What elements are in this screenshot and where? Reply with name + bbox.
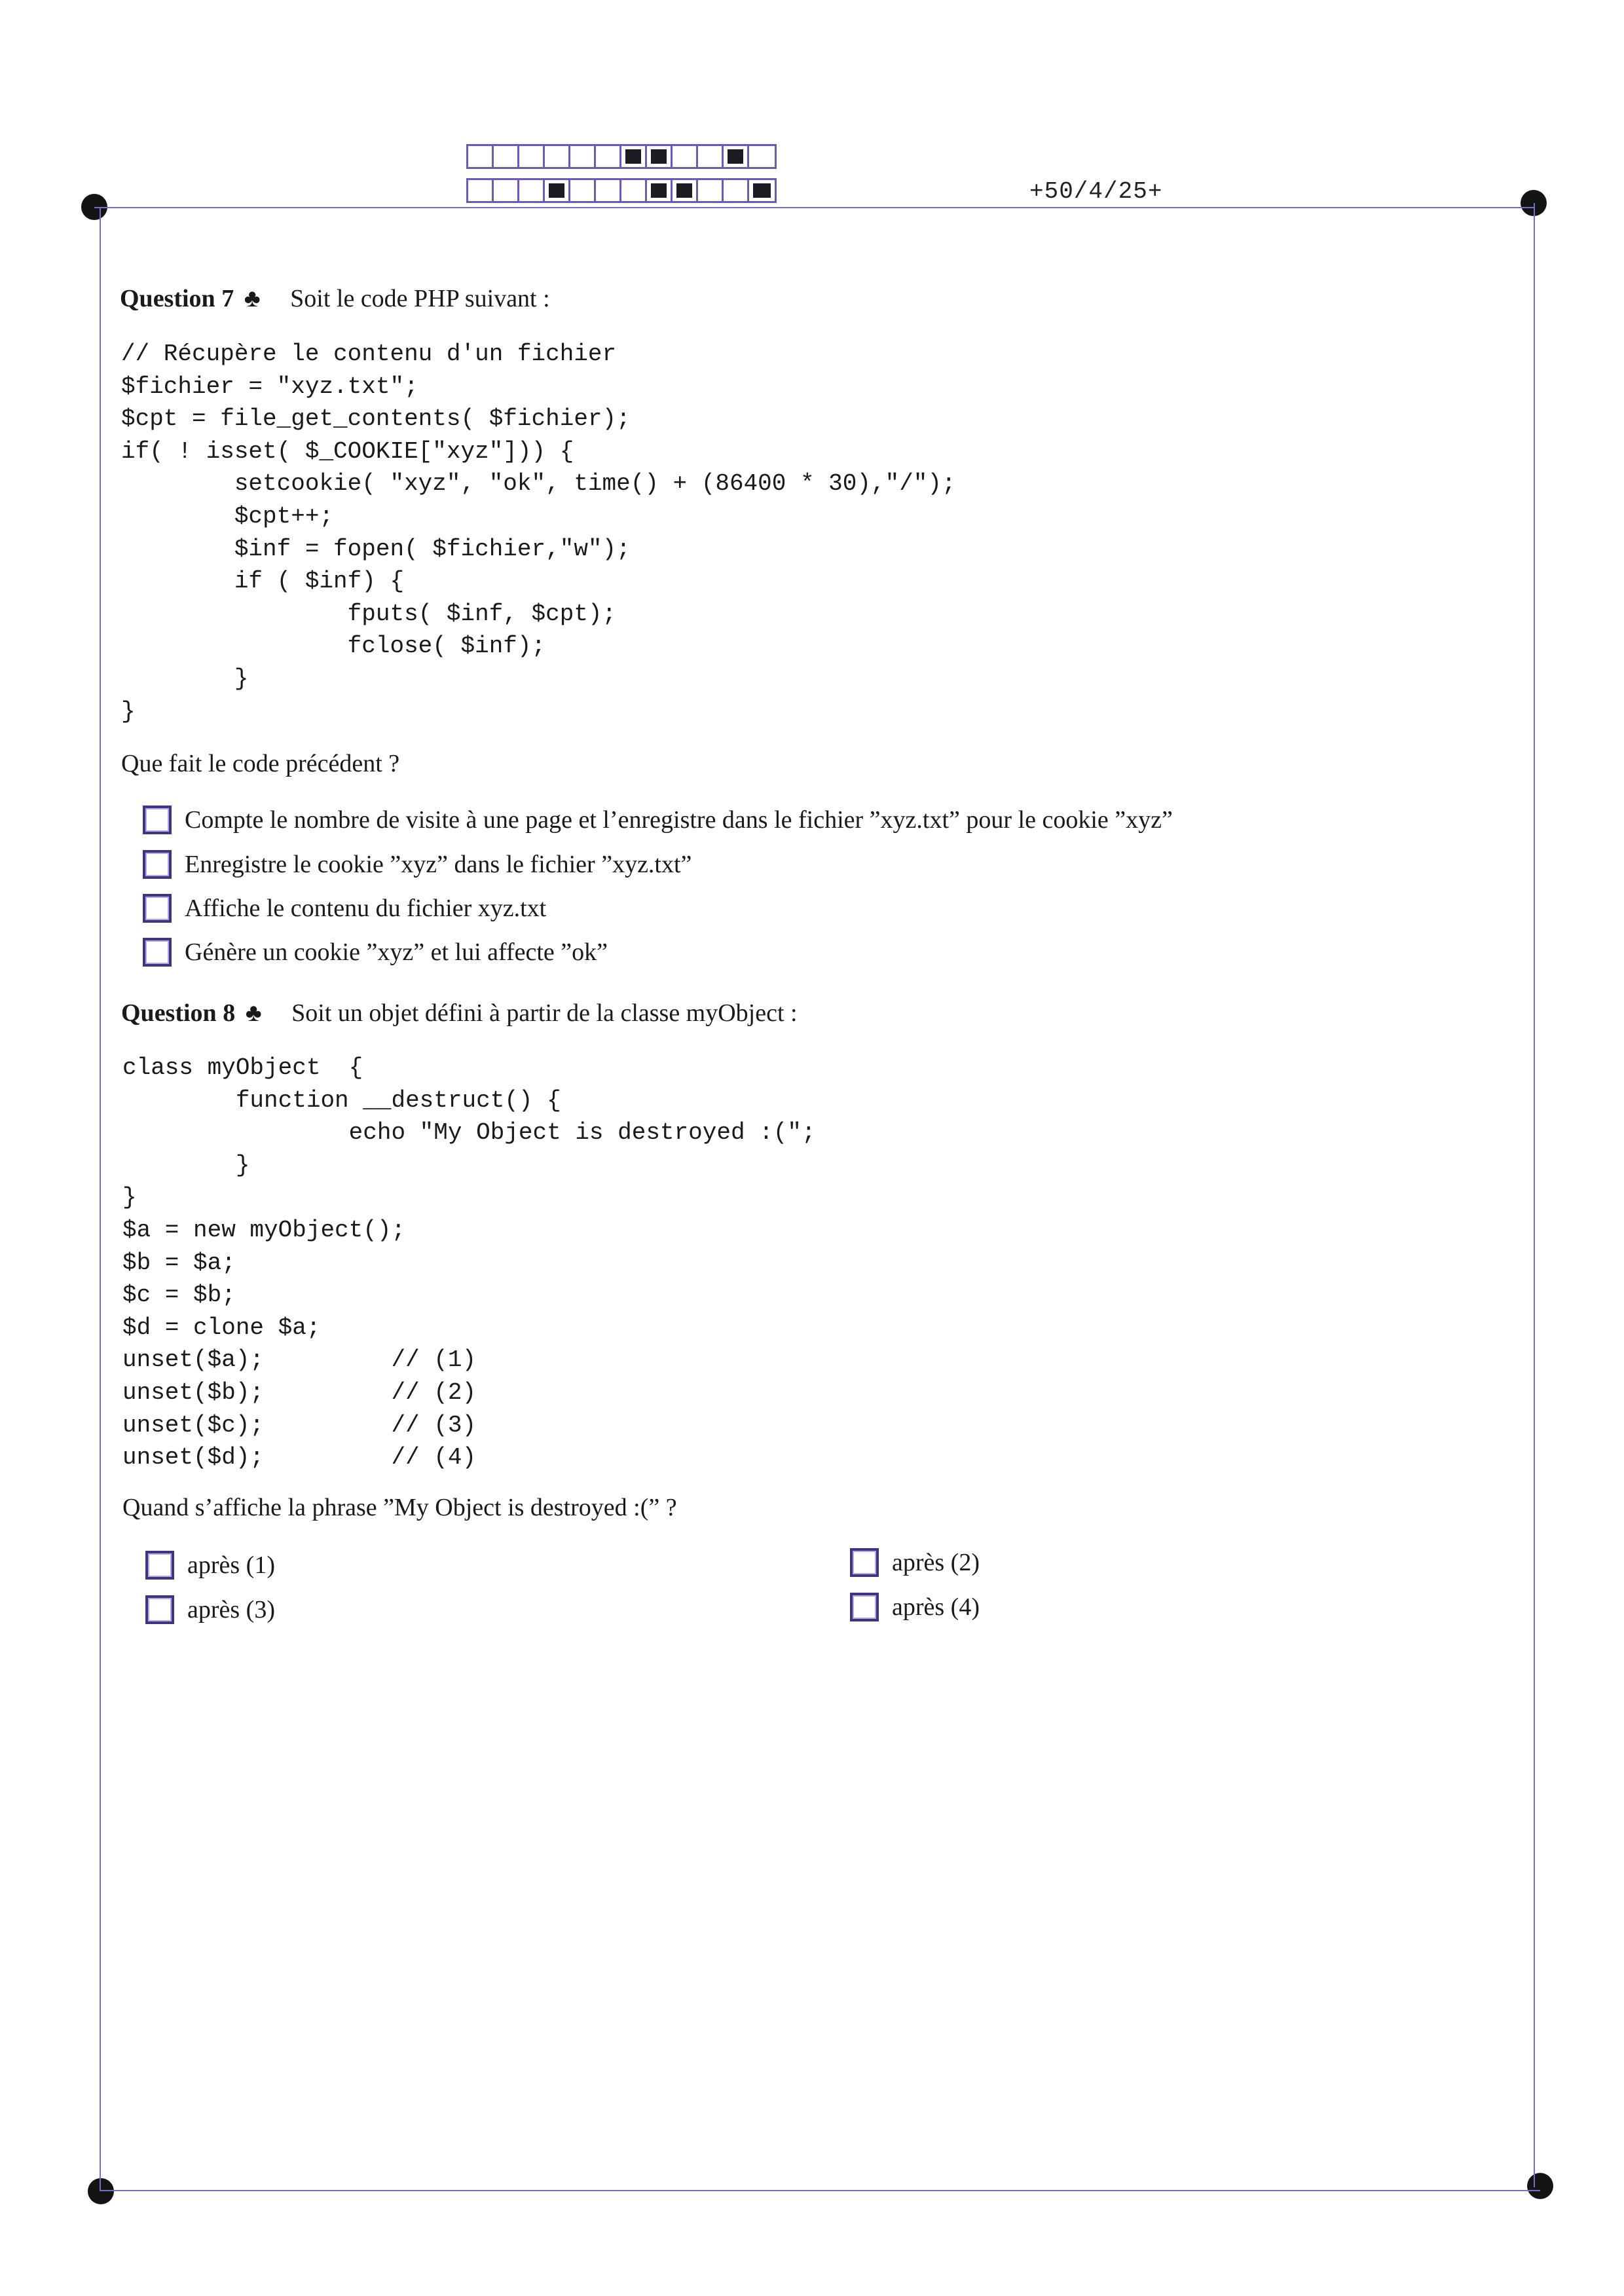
answer-label: après (4) [892, 1593, 980, 1621]
barcode-row-1 [466, 144, 777, 169]
barcode-row-2 [466, 178, 777, 203]
barcode-cell-empty [596, 180, 621, 201]
question-7-number: Question 7 [120, 285, 234, 312]
barcode-cell-filled [647, 180, 673, 201]
barcode-cell-empty [494, 146, 519, 167]
code-line: $cpt = file_get_contents( $fichier); [121, 405, 631, 433]
code-line: function __destruct() { [122, 1086, 561, 1114]
code-line: } [122, 1151, 250, 1179]
code-line: if( ! isset( $_COOKIE["xyz"])) { [121, 437, 574, 465]
code-line: setcookie( "xyz", "ok", time() + (86400 * 30),"/"); [121, 470, 956, 498]
answer-checkbox[interactable] [143, 938, 172, 967]
question-7-title [120, 284, 550, 313]
barcode-cell-filled [621, 146, 647, 167]
answer-label: après (2) [892, 1549, 980, 1576]
barcode-cell-empty [570, 146, 596, 167]
code-line: unset($d); // (4) [122, 1444, 477, 1472]
answer-label: Compte le nombre de visite à une page et l’enregistre dans le fichier ”xyz.txt” pour le cookie ”xyz” [185, 806, 1173, 834]
barcode-cell-empty [673, 146, 698, 167]
barcode-cell-filled [647, 146, 673, 167]
question-8-code [122, 1052, 816, 1474]
barcode-cell-empty [468, 146, 494, 167]
question-8-statement: Soit un objet défini à partir de la classe myObject : [291, 999, 798, 1027]
code-line: $d = clone $a; [122, 1314, 321, 1341]
barcode-cell-filled [545, 180, 570, 201]
code-line: $fichier = "xyz.txt"; [121, 373, 418, 400]
barcode-cell-empty [494, 180, 519, 201]
barcode-cell-empty [698, 146, 724, 167]
club-icon: ♣ [244, 285, 261, 312]
barcode-cell-empty [621, 180, 647, 201]
corner-mark-bottom-right [1527, 2173, 1553, 2199]
club-icon: ♣ [245, 999, 262, 1027]
frame-bottom [101, 2190, 1540, 2191]
code-line: fclose( $inf); [121, 633, 546, 660]
code-line: $inf = fopen( $fichier,"w"); [121, 535, 631, 563]
barcode-cell-empty [698, 180, 724, 201]
code-line: unset($b); // (2) [122, 1379, 477, 1406]
answer-label: Enregistre le cookie ”xyz” dans le fichier ”xyz.txt” [185, 851, 692, 878]
code-line: } [121, 665, 249, 692]
corner-mark-bottom-left [88, 2178, 114, 2204]
code-line: // Récupère le contenu d'un fichier [121, 341, 617, 367]
answer-checkbox[interactable] [850, 1548, 879, 1577]
answer-checkbox[interactable] [143, 850, 172, 879]
answer-label: Génère un cookie ”xyz” et lui affecte ”ok” [185, 938, 608, 966]
page-code: +50/4/25+ [1029, 178, 1163, 205]
barcode-cell-filled [749, 180, 775, 201]
question-7-answer-a[interactable] [143, 803, 1173, 837]
code-line: $c = $b; [122, 1282, 236, 1309]
code-line: echo "My Object is destroyed :("; [122, 1119, 816, 1147]
frame-top [94, 207, 1534, 208]
barcode-cell-empty [749, 146, 775, 167]
question-7-answer-c[interactable] [143, 891, 546, 925]
question-8-number: Question 8 [121, 999, 236, 1027]
answer-label: après (3) [187, 1596, 275, 1623]
answer-checkbox[interactable] [143, 894, 172, 923]
code-line: if ( $inf) { [121, 568, 405, 595]
barcode-cell-filled [724, 146, 749, 167]
answer-checkbox[interactable] [850, 1593, 879, 1621]
barcode-cell-empty [596, 146, 621, 167]
barcode-cell-empty [545, 146, 570, 167]
question-7-statement: Soit le code PHP suivant : [290, 285, 550, 312]
question-7-code [121, 338, 956, 728]
frame-right [1534, 203, 1535, 2187]
code-line: } [121, 697, 136, 725]
code-line: unset($a); // (1) [122, 1346, 477, 1374]
barcode-cell-empty [519, 180, 545, 201]
code-line: $b = $a; [122, 1249, 236, 1276]
barcode-cell-empty [724, 180, 749, 201]
question-8-answer-a[interactable] [145, 1548, 275, 1582]
code-line: $a = new myObject(); [122, 1216, 406, 1244]
barcode-cell-filled [673, 180, 698, 201]
question-8-title [121, 999, 798, 1028]
answer-checkbox[interactable] [145, 1551, 174, 1580]
code-line: $cpt++; [121, 502, 334, 530]
barcode-cell-empty [468, 180, 494, 201]
code-line: } [122, 1184, 137, 1212]
code-line: class myObject { [122, 1054, 363, 1081]
question-8-answer-b[interactable] [850, 1546, 980, 1580]
question-7-answer-d[interactable] [143, 935, 608, 969]
answer-checkbox[interactable] [145, 1595, 174, 1624]
answer-label: après (1) [187, 1551, 275, 1579]
barcode-cell-empty [519, 146, 545, 167]
frame-left [100, 207, 101, 2191]
code-line: unset($c); // (3) [122, 1411, 477, 1439]
answer-checkbox[interactable] [143, 805, 172, 834]
question-7-answer-b[interactable] [143, 847, 692, 881]
question-7-prompt: Que fait le code précédent ? [121, 750, 400, 777]
answer-label: Affiche le contenu du fichier xyz.txt [185, 895, 547, 922]
question-8-answer-d[interactable] [850, 1590, 980, 1624]
question-8-prompt: Quand s’affiche la phrase ”My Object is destroyed :(” ? [122, 1494, 677, 1521]
barcode-cell-empty [570, 180, 596, 201]
code-line: fputs( $inf, $cpt); [121, 600, 617, 627]
question-8-answer-c[interactable] [145, 1593, 275, 1627]
